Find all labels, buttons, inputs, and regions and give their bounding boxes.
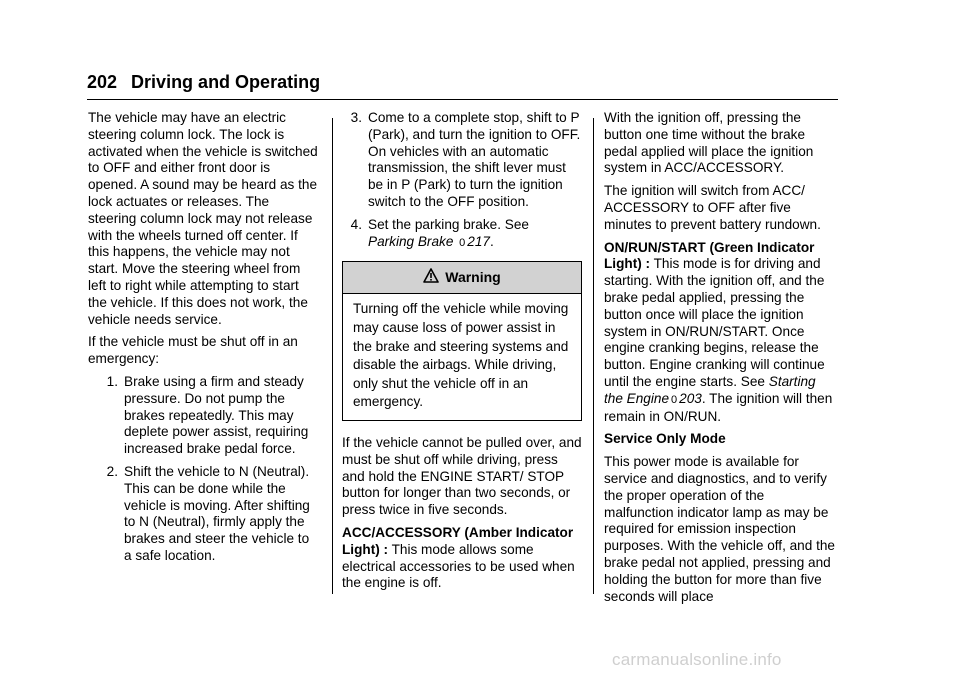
step-text — [368, 217, 529, 252]
step-text: Brake using a firm and steady pressure. Do not pump the brakes repeatedly. This may deplete power assist, requiring increased brake pedal force. — [124, 373, 309, 457]
on-run-paragraph — [604, 240, 836, 426]
starting-engine-link[interactable]: Starting the Engine — [604, 373, 816, 406]
column-1 — [88, 110, 320, 571]
step-number: 4. — [350, 216, 362, 232]
step-text: Come to a complete stop, shift to P (Park), and turn the ignition to OFF. On vehicles with an automatic transmission, the shift lever must be in P (Park) to turn the ignition switch to the OFF position. — [368, 110, 581, 209]
column-2 — [342, 110, 582, 598]
warning-header — [343, 262, 581, 294]
step-text-end: . — [489, 233, 494, 249]
service-mode-text: This power mode is available for service and diagnostics, and to verify the proper operation of the malfunction indicator lamp as may be required for emission inspection purposes. With the vehicle off, and the brake pedal not applied, pressing and holding the button for more than five seconds will place — [604, 454, 835, 604]
emergency-intro: If the vehicle must be shut off in an emergency: — [88, 334, 298, 367]
step-number: 3. — [350, 110, 362, 125]
shutoff-paragraph: If the vehicle cannot be pulled over, and must be shut off while driving, press and hold the ENGINE START/ STOP button for longer than two seconds, or press twice in five seconds. — [342, 434, 582, 518]
service-mode-heading: Service Only Mode — [604, 431, 726, 447]
list-item — [342, 110, 582, 211]
page-header — [87, 72, 320, 93]
list-item — [88, 374, 320, 458]
watermark: carmanualsonline.info — [612, 650, 782, 669]
step-number: 1. — [106, 373, 118, 389]
lock-paragraph: The vehicle may have an electric steering column lock. The lock is activated when the vehicle is switched to OFF and either front door is opened. A sound may be heard as the lock actuates or releases. The steering column lock may not release with the wheels turned off center. If this happens, the vehicle may not start. Move the steering wheel from left to right while attempting to start the vehicle. If this does not work, the vehicle needs service. — [88, 110, 318, 327]
warning-triangle-icon — [423, 268, 439, 287]
column-divider-2 — [593, 118, 594, 594]
warning-text: Turning off the vehicle while moving may cause loss of power assist in the brake and steering systems and disable the airbags. While driving, only shut the vehicle off in an emergency. — [353, 301, 569, 410]
acc-text: This mode allows some electrical accessories to be used when the engine is off. — [342, 541, 575, 591]
section-title: Driving and Operating — [131, 72, 321, 92]
step-text: Shift the vehicle to N (Neutral). This can be done while the vehicle is moving. After shifting to N (Neutral), firmly apply the brakes and steer the vehicle to a safe location. — [124, 463, 310, 563]
list-item — [88, 464, 320, 565]
emergency-steps-list — [88, 374, 320, 565]
warning-title: Warning — [445, 269, 501, 286]
parking-brake-page[interactable]: 217 — [467, 233, 490, 249]
step-number: 2. — [106, 463, 118, 479]
warning-box — [342, 261, 582, 421]
parking-brake-link[interactable]: Parking Brake — [368, 233, 454, 249]
emergency-steps-continued — [342, 110, 582, 251]
auto-off-paragraph: The ignition will switch from ACC/ ACCESSORY to OFF after five minutes to prevent battery rundown. — [604, 183, 821, 232]
page-ref-arrow-icon: 0 — [459, 236, 466, 249]
page-ref-arrow-icon: 0 — [671, 393, 678, 406]
on-run-end: . The ignition will then remain in ON/RUN. — [604, 390, 833, 424]
acc-label: ACC/ACCESSORY (Amber Indicator Light) : — [342, 524, 574, 557]
acc-paragraph — [342, 525, 582, 592]
on-run-text: This mode is for driving and starting. With the ignition off, and the brake pedal applied, pressing the button once will place the ignition system in ON/RUN/START. Once engine cranking begins, release the button. Engine cranking will continue until the engine starts. See — [604, 256, 825, 389]
column-divider-1 — [332, 118, 333, 594]
starting-engine-page[interactable]: 203 — [679, 390, 702, 406]
column-3 — [604, 110, 836, 611]
list-item — [342, 217, 582, 252]
step-text-lead: Set the parking brake. See — [368, 216, 529, 232]
header-rule — [87, 99, 838, 100]
page-number: 202 — [87, 72, 118, 92]
ignition-off-paragraph: With the ignition off, pressing the button one time without the brake pedal applied will place the ignition system in ACC/ACCESSORY. — [604, 110, 814, 176]
on-run-label: ON/RUN/START (Green Indicator Light) : — [604, 239, 815, 272]
